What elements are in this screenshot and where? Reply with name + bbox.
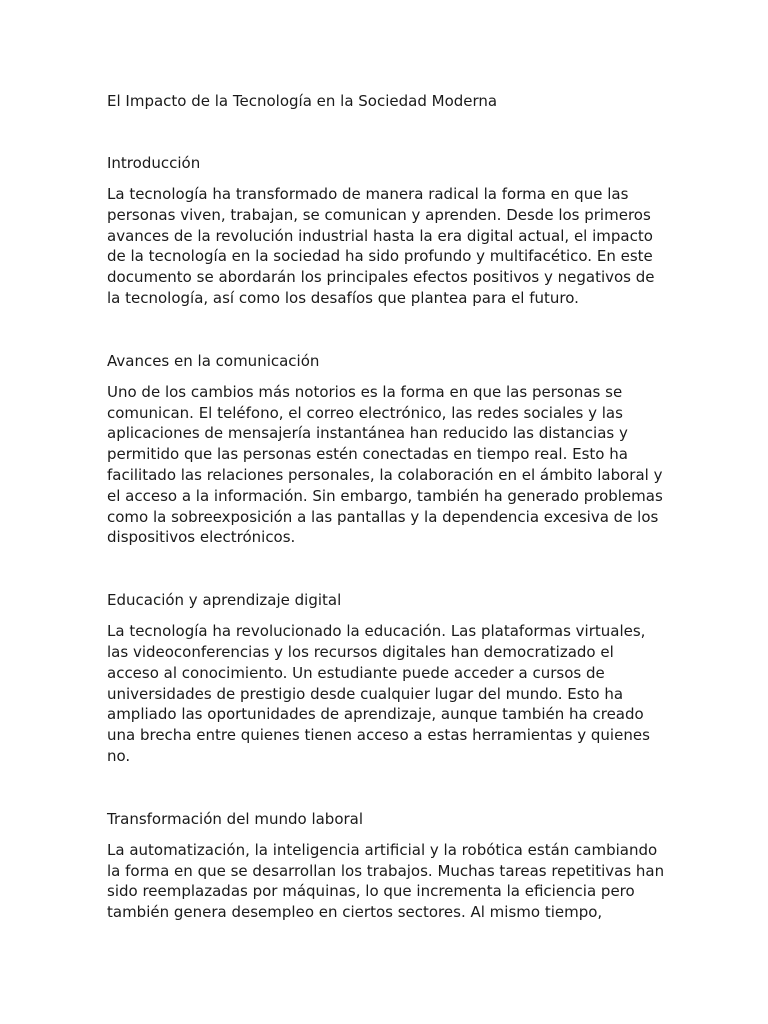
document-title: El Impacto de la Tecnología en la Sociedad Moderna [107,92,498,110]
section-heading: Educación y aprendizaje digital [107,591,342,610]
section-heading: Transformación del mundo laboral [107,809,364,828]
section-educacion [107,590,667,767]
section-paragraph: La tecnología ha revolucionado la educación. Las plataformas virtuales, las videoconferencias y los recursos digitales han democratizado el acceso al conocimiento. Un estudiante puede acceder a cursos de universidades de prestigio desde cualquier lugar del mundo. Esto ha ampliado las oportunidades de aprendizaje, aunque también ha creado una brecha entre quienes tienen acceso a estas herramientas y quienes no. [107,622,650,765]
section-heading: Avances en la comunicación [107,351,320,370]
section-heading: Introducción [107,154,201,172]
document-page [107,91,667,923]
section-introduccion [107,153,667,309]
section-paragraph: Uno de los cambios más notorios es la forma en que las personas se comunican. El teléfono, el correo electrónico, las redes sociales y las aplicaciones de mensajería instantánea han reducido las distancias y permitido que las personas estén conectadas en tiempo real. Esto ha facilitado las relaciones personales, la colaboración en el ámbito laboral y el acceso a la información. Sin embargo, también ha generado problemas como la sobreexposición a las pantallas y la dependencia excesiva de los dispositivos electrónicos. [107,382,663,547]
section-comunicacion [107,351,667,548]
section-paragraph: La automatización, la inteligencia artificial y la robótica están cambiando la forma en que se desarrollan los trabajos. Muchas tareas repetitivas han sido reemplazadas por máquinas, lo que incrementa la eficiencia pero también genera desempleo en ciertos sectores. Al mismo tiempo, [107,840,665,922]
section-paragraph: La tecnología ha transformado de manera radical la forma en que las personas viven, trabajan, se comunican y aprenden. Desde los primeros avances de la revolución industrial hasta la era digital actual, el impacto de la tecnología en la sociedad ha sido profundo y multifacético. En este documento se abordarán los principales efectos positivos y negativos de la tecnología, así como los desafíos que plantea para el futuro. [107,185,655,307]
section-laboral [107,809,667,923]
